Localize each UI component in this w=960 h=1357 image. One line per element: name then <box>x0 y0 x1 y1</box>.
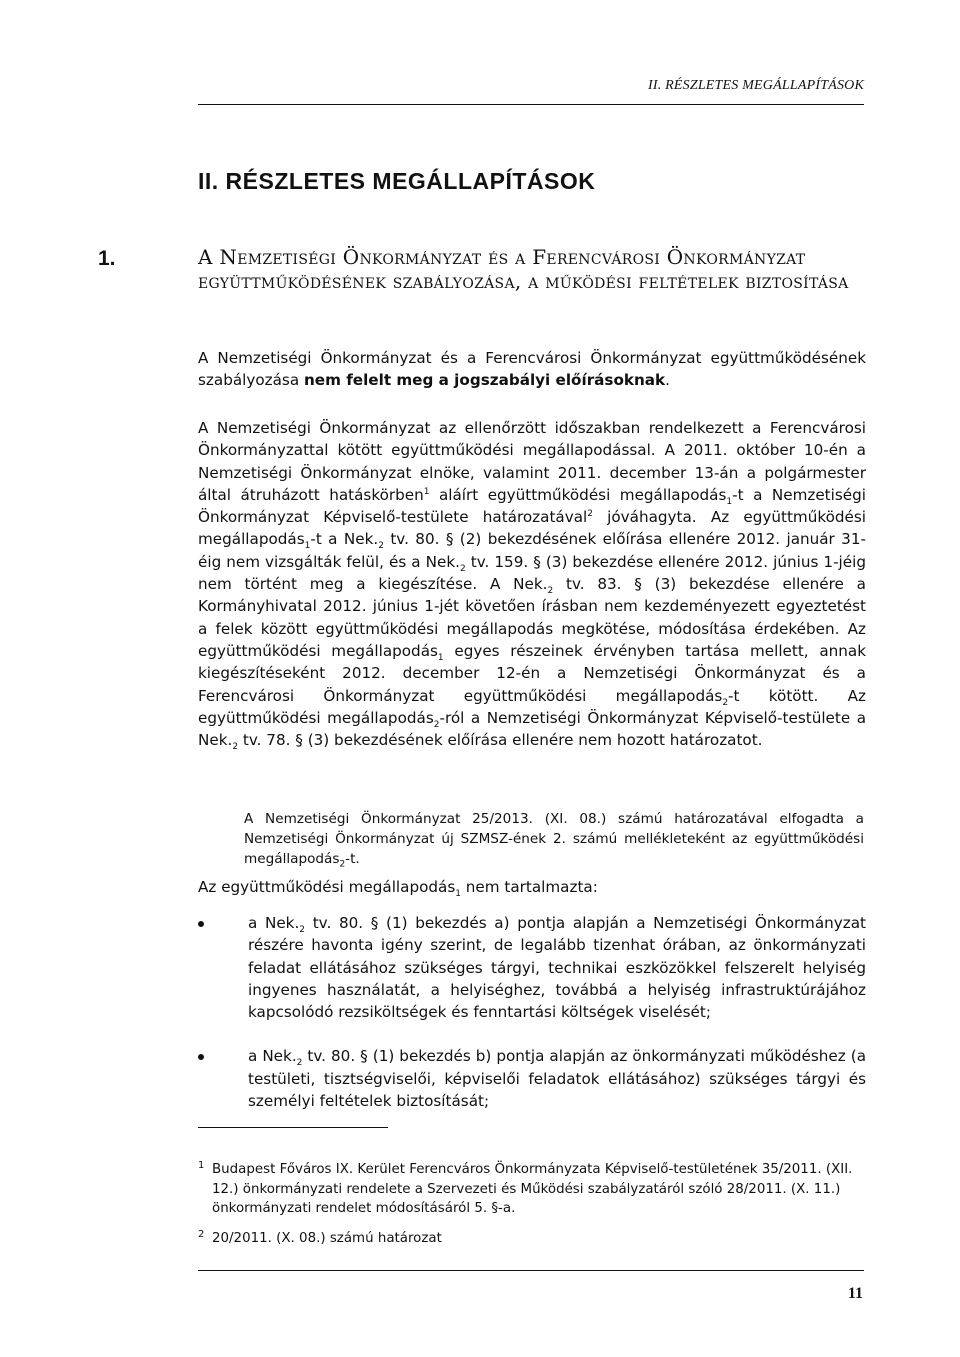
main-paragraph-part: -t kötött. Az együttműködési megállapodás <box>198 686 866 727</box>
subscript: 1 <box>437 653 444 663</box>
summary-bold-finding: nem felelt meg a jogszabályi előírásoknak <box>303 371 666 390</box>
main-paragraph <box>198 417 866 751</box>
list-intro-text: Az együttműködési megállapodás <box>198 878 456 896</box>
list-item <box>198 912 866 1023</box>
subscript: 2 <box>459 563 466 574</box>
section-title: A Nemzetiségi Önkormányzat és a Ferencvárosi Önkormányzat együttműködésének szabályozása, a működési feltételek biztosítása <box>198 245 849 293</box>
list-item-text: tv. 80. § (1) bekezdés b) pontja alapján az önkormányzati működéshez (a testületi, tisztségviselői, képviselői feladatok ellátásához) szükséges tárgyi és személyi feltételek biztosítását; <box>248 1047 866 1111</box>
note-text: -t. <box>345 850 360 867</box>
subscript: 2 <box>722 697 729 708</box>
page-number: 11 <box>847 1285 863 1302</box>
indented-note <box>244 809 864 869</box>
subscript: 2 <box>433 719 440 730</box>
subscript: 2 <box>232 742 239 753</box>
subscript: 2 <box>296 1058 303 1069</box>
footnote-text: 20/2011. (X. 08.) számú határozat <box>212 1230 442 1246</box>
list-intro-text: nem tartalmazta: <box>460 878 598 896</box>
footnote-text: Budapest Főváros IX. Kerület Ferencváros Önkormányzata Képviselő-testületének 35/2011. (XII. 12.) önkormányzati rendelete a Szervezeti és Működési szabályzatáról szóló 28/2011. (X. 11.) önkormányzati rendelet módosításáról 5. §-a. <box>212 1162 853 1216</box>
main-paragraph-part: tv. 159. § (3) bekezdése ellenére 2012. június 1-jéig nem történt meg a kiegészítése. A Nek. <box>198 552 866 594</box>
chapter-title: II. RÉSZLETES MEGÁLLAPÍTÁSOK <box>198 168 596 194</box>
main-paragraph-part: tv. 83. § (3) bekezdése ellenére a Kormányhivatal 2012. június 1-jét követően írásban nem kezdeményezett egyeztetést a felek között együttműködési megállapodás megkötése, módosítása érdekében. Az együttműködési megállapodás <box>198 575 866 660</box>
footnotes <box>198 1160 866 1258</box>
summary-paragraph <box>198 347 866 392</box>
footnote-mark: 2 <box>198 1228 205 1240</box>
subscript: 2 <box>547 586 554 597</box>
bullet-icon <box>198 1054 204 1060</box>
main-paragraph-part: egyes részeinek érvényben tartása mellett, annak kiegészítéseként 2012. december 12-én a Nemzetiségi Önkormányzat és a Ferencvárosi Önkormányzat együttműködési megállapodás <box>198 641 866 705</box>
summary-end: . <box>665 371 670 390</box>
subscript: 1 <box>455 889 461 900</box>
section-number: 1. <box>98 247 116 270</box>
subscript: 2 <box>378 541 384 552</box>
footer-rule <box>198 1270 864 1271</box>
subscript: 1 <box>304 541 311 552</box>
missing-items-list <box>198 912 866 1134</box>
footnote-ref-2[interactable]: 2 <box>587 509 593 520</box>
main-paragraph-part: tv. 78. § (3) bekezdésének előírása ellenére nem hozott határozatot. <box>238 731 763 750</box>
list-item-text: a Nek. <box>248 914 300 932</box>
footnote-mark: 1 <box>198 1160 205 1171</box>
main-paragraph-part: -t a Nemzetiségi Önkormányzat Képviselő-testülete határozatával <box>198 485 866 527</box>
main-paragraph-part: tv. 80. § (2) bekezdésének előírása ellenére 2012. január 31-éig nem vizsgálták felül, és a Nek. <box>198 530 866 571</box>
footnote-1 <box>198 1160 866 1219</box>
main-paragraph-part: A Nemzetiségi Önkormányzat az ellenőrzött időszakban rendelkezett a Ferencvárosi Önkormányzattal kötött együttműködési megállapodással. A 2011. október 10-én a Nemzetiségi Önkormányzat elnöke, valamint 2011. december 13-án a polgármester által átruházott hatáskörben <box>198 419 866 504</box>
main-paragraph-part: -t a Nek. <box>310 530 379 549</box>
list-intro <box>198 876 866 898</box>
main-paragraph-part: aláírt együttműködési megállapodás <box>429 485 727 504</box>
header-rule <box>198 104 864 105</box>
subscript: 1 <box>726 496 733 507</box>
list-item-text: tv. 80. § (1) bekezdés a) pontja alapján a Nemzetiségi Önkormányzat részére havonta igény szerint, de legalább tizenhat órában, az önkormányzati feladat ellátásához szükséges tárgyi, technikai eszközökkel felszerelt helyiség ingyenes használatát, a helyiséghez, továbbá a helyiség infrastruktúrájához kapcsolódó rezsiköltségek és fenntartási költségek viselését; <box>248 914 866 1022</box>
bullet-icon <box>198 921 204 927</box>
main-paragraph-part: jóváhagyta. Az együttműködési megállapodás <box>198 508 866 549</box>
list-item-text: a Nek. <box>248 1047 297 1066</box>
note-text: A Nemzetiségi Önkormányzat 25/2013. (XI. 08.) számú határozatával elfogadta a Nemzetiségi Önkormányzat új SZMSZ-ének 2. számú mellékleteként az együttműködési megállapodás <box>244 810 864 867</box>
summary-text: A Nemzetiségi Önkormányzat és a Ferencvárosi Önkormányzat együttműködésének szabályozása <box>198 349 866 390</box>
list-item <box>198 1045 866 1112</box>
footnote-separator <box>198 1127 388 1128</box>
footnote-ref-1[interactable]: 1 <box>423 486 430 497</box>
main-paragraph-part: -ról a Nemzetiségi Önkormányzat Képviselő-testülete a Nek. <box>198 708 867 750</box>
footnote-2 <box>198 1229 866 1249</box>
running-header: II. RÉSZLETES MEGÁLLAPÍTÁSOK <box>648 78 864 93</box>
subscript: 2 <box>339 859 346 870</box>
subscript: 2 <box>299 925 306 936</box>
